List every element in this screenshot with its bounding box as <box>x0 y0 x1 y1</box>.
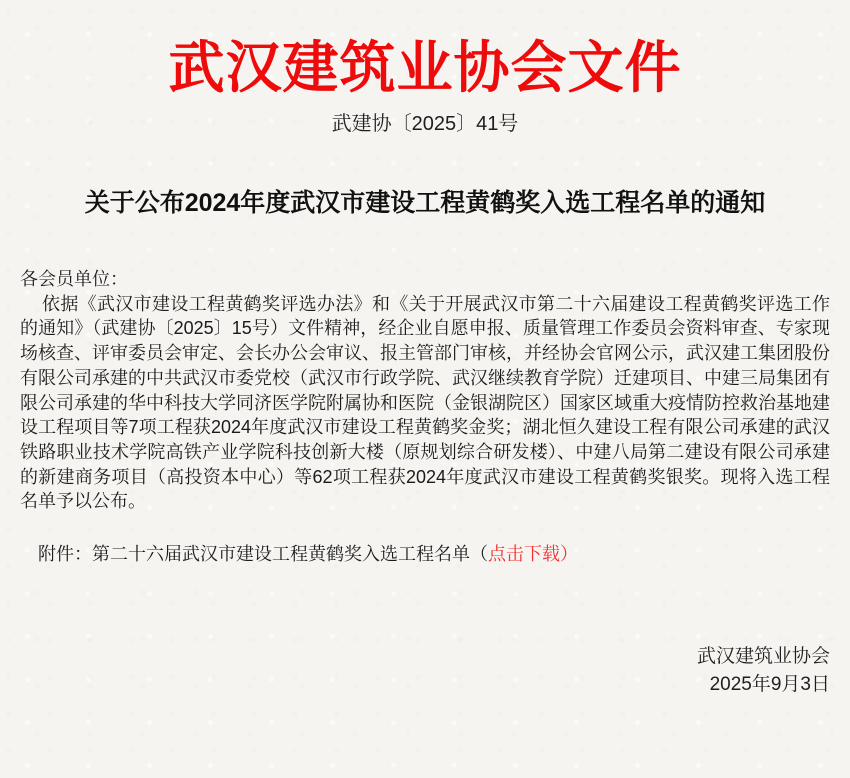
attachment-label: 附件：第二十六届武汉市建设工程黄鹤奖入选工程名单（ <box>38 544 488 565</box>
document-title: 武汉建筑业协会文件 <box>168 35 682 101</box>
document-page <box>0 36 850 778</box>
attachment-close-paren: ） <box>560 544 578 565</box>
notice-paragraph: 依据《武汉市建设工程黄鹤奖评选办法》和《关于开展武汉市第二十六届建设工程黄鹤奖评选工作的通知》（武建协〔2025〕15号）文件精神，经企业自愿申报、质量管理工作委员会资料审查、专家现场核查、评审委员会审定、会长办公会审议、报主管部门审核，并经协会官网公示，武汉建工集团股份有限公司承建的中共武汉市委党校（武汉市行政学院、武汉继续教育学院）迁建项目、中建三局集团有限公司承建的华中科技大学同济医学院附属协和医院（金银湖院区）国家区域重大疫情防控救治基地建设工程项目等7项工程获2024年度武汉市建设工程黄鹤奖金奖；湖北恒久建设工程有限公司承建的武汉铁路职业技术学院高铁产业学院科技创新大楼（原规划综合研发楼）、中建八局第二建设有限公司承建的新建商务项目（高投资本中心）等62项工程获2024年度武汉市建设工程黄鹤奖银奖。现将入选工程名单予以公布。 <box>20 293 830 512</box>
attachment-line <box>20 542 830 567</box>
salutation: 各会员单位： <box>20 269 128 289</box>
signature-date: 2025年9月3日 <box>709 673 830 695</box>
notice-body <box>20 267 830 567</box>
download-link[interactable]: 点击下载 <box>488 544 560 565</box>
notice-heading: 关于公布2024年度武汉市建设工程黄鹤奖入选工程名单的通知 <box>84 189 766 217</box>
signature-block <box>20 643 830 699</box>
document-number: 武建协〔2025〕41号 <box>331 113 519 135</box>
signature-org: 武汉建筑业协会 <box>696 645 830 667</box>
